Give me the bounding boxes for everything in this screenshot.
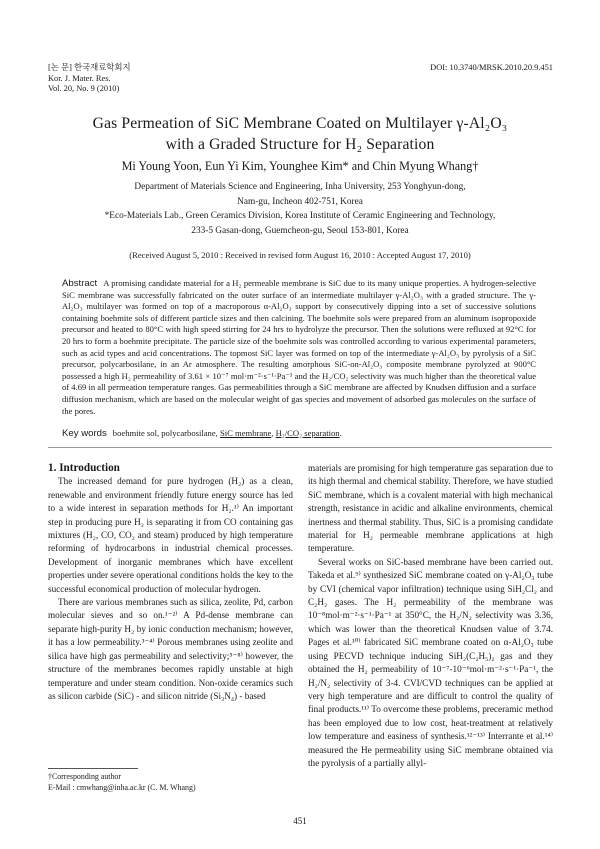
journal-korean-name: [논 문] 한국재료학회지 — [48, 63, 131, 72]
author-list: Mi Young Yoon, Eun Yi Kim, Younghee Kim* and Chin Myung Whang† — [121, 159, 479, 173]
corresponding-author-note: †Corresponding author — [48, 772, 121, 781]
received-dates: (Received August 5, 2010 : Received in revised form August 16, 2010 : Accepted August 17, 2010) — [129, 250, 471, 260]
title-line-1: Gas Permeation of SiC Membrane Coated on Multilayer γ-Al₂O₃ — [92, 115, 508, 132]
paper-title — [40, 113, 560, 155]
affiliation-line: *Eco-Materials Lab., Green Ceramics Division, Korea Institute of Ceramic Engineering and Technology, — [104, 211, 496, 221]
section-divider — [48, 447, 552, 448]
keywords-separator: , — [271, 428, 276, 438]
title-line-2: with a Graded Structure for H₂ Separation — [165, 136, 435, 153]
journal-volume: Vol. 20, No. 9 (2010) — [48, 84, 120, 94]
doi: DOI: 10.3740/MRSK.2010.20.9.451 — [430, 63, 553, 72]
author-email: E-Mail : cmwhang@inha.ac.kr (C. M. Whang) — [48, 782, 196, 792]
body-paragraph: materials are promising for high temperature gas separation due to its high thermal and chemical stability. Therefore, we have studied SiC membrane, which is a covalent material with high mechanical strength, resistance in acidic and alkaline environments, chemical inertness and thermal stability. Thus, SiC is a promising candidate material for H₂ permeable membrane applications at high temperature. — [308, 463, 553, 554]
affiliation-line: Department of Materials Science and Engineering, Inha University, 253 Yonghyun-dong, — [134, 182, 466, 192]
keywords-plain: boehmite sol, polycarbosilane, — [112, 428, 220, 438]
footnote — [48, 772, 196, 793]
affiliation-line: 233-5 Gasan-dong, Guemcheon-gu, Seoul 153-801, Korea — [191, 225, 409, 236]
affiliation-kicet — [40, 209, 560, 238]
body-paragraph: The increased demand for pure hydrogen (H₂) as a clean, renewable and environment friendly future energy source has led to a wide interest in separation methods for H₂.¹⁾ An important step in producing pure H₂ is separating it from CO containing gas mixtures (H₂, CO, CO₂ and steam) produced by high temperature reforming of hydrocarbons in industrial chemical processes. Development of inorganic membranes which have excellent properties under severe operational conditions holds the key to the successful economical production of molecular hydrogen. — [48, 476, 293, 594]
body-paragraph: There are various membranes such as silica, zeolite, Pd, carbon molecular sieves and so on.¹⁻²⁾ A Pd-dense membrane can separate high-purity H₂ by ionic conduction mechanism; however, it has a low permeability.³⁻⁴⁾ Porous membranes using zeolite and silica have high gas permeability and selectivity;⁵⁻⁸⁾ however, the structure of the membranes becomes rapidly unstable at high temperature and under steam condition. Non-oxide ceramics such as silicon carbide (SiC) - and silicon nitride (Si₃N₄) - based — [48, 597, 293, 701]
abstract-text: A promising candidate material for a H₂ permeable membrane is SiC due to its many unique properties. A hydrogen-selective SiC membrane was successfully fabricated on the outer surface of an intermediate multilayer γ-Al₂O₃ with a graded structure. The γ-Al₂O₃ multilayer was formed on top of a macroporous α-Al₂O₃ support by consecutively dipping into a set of successive solutions containing boehmite sols of different particle sizes and then calcining. The boehmite sols were prepared from an aluminum isopropoxide precursor and heated to 80°C with high speed stirring for 24 hrs to hydrolyze the precursor. Then the solutions were refluxed at 92°C for 20 hrs to form a boehmite precipitate. The particle size of the boehmite sols was controlled according to various experimental parameters, such as acid types and acid concentrations. The topmost SiC layer was formed on top of the intermediate γ-Al₂O₃ by pyrolysis of a SiC precursor, polycarbosilane, in an Ar atmosphere. The resulting amorphous SiC-on-Al₂O₃ composite membrane pyrolyzed at 900°C possessed a high H₂ permeability of 3.61 × 10⁻⁷ mol·m⁻²·s⁻¹·Pa⁻¹ and the H₂/CO₂ selectivity was much higher than the theoretical value of 4.69 in all permeation temperature ranges. Gas permeabilities through a SiC membrane are affected by Knudsen diffusion and a surface diffusion mechanism, which are based on the molecular weight of gas species and movement of adsorbed gas molecules on the surface of the pores. — [62, 278, 536, 416]
abstract-label: Abstract — [62, 278, 98, 289]
keywords-label: Key words — [62, 428, 107, 439]
body-paragraph: Several works on SiC-based membrane have been carried out. Takeda et al.⁹⁾ synthesized SiC membrane coated on γ-Al₂O₃ tube by CVI (chemical vapor infiltration) technique using SiH₂Cl₂ and C₂H₂ gases. The H₂ permeability of the membrane was 10⁻⁸mol·m⁻²·s⁻¹·Pa⁻¹ at 350°C, the H₂/N₂ selectivity was 3.36, which was lower than the theoretical Knudsen value of 3.74. Pages et al.¹⁰⁾ fabricated SiC membrane coated on α-Al₂O₃ tube using PECVD technique inducing SiH₂(C₂H₅)₂ gas and they obtained the H₂ permeability of 10⁻⁷-10⁻⁶mol·m⁻²·s⁻¹·Pa⁻¹, the H₂/N₂ selectivity of 3-4. CVI/CVD techniques can be applied at very high temperature and are difficult to control the quality of final products.¹¹⁾ To overcome these problems, preceramic method has been employed due to low cost, heat-treatment at relatively low temperature and easiness of synthesis.¹²⁻¹³⁾ Interrante et al.¹⁴⁾ measured the He permeability using SiC membrane obtained via the pyrolysis of a partially allyl- — [308, 556, 553, 768]
footnote-divider — [48, 768, 138, 769]
keywords — [62, 428, 536, 439]
journal-abbreviation: Kor. J. Mater. Res. — [48, 73, 111, 83]
abstract — [62, 278, 536, 417]
journal-header — [48, 63, 131, 95]
keyword-sic-membrane: SiC membrane — [219, 428, 272, 438]
section-heading-introduction: 1. Introduction — [48, 462, 120, 474]
affiliation-inha — [40, 180, 560, 209]
body-column-right — [308, 462, 553, 768]
keywords-end: . — [339, 428, 342, 438]
keyword-h2-co2-separation: H₂/CO₂ separation — [275, 428, 340, 438]
body-column-left — [48, 462, 293, 724]
affiliation-line: Nam-gu, Incheon 402-751, Korea — [237, 196, 363, 207]
page-number: 451 — [293, 816, 307, 826]
